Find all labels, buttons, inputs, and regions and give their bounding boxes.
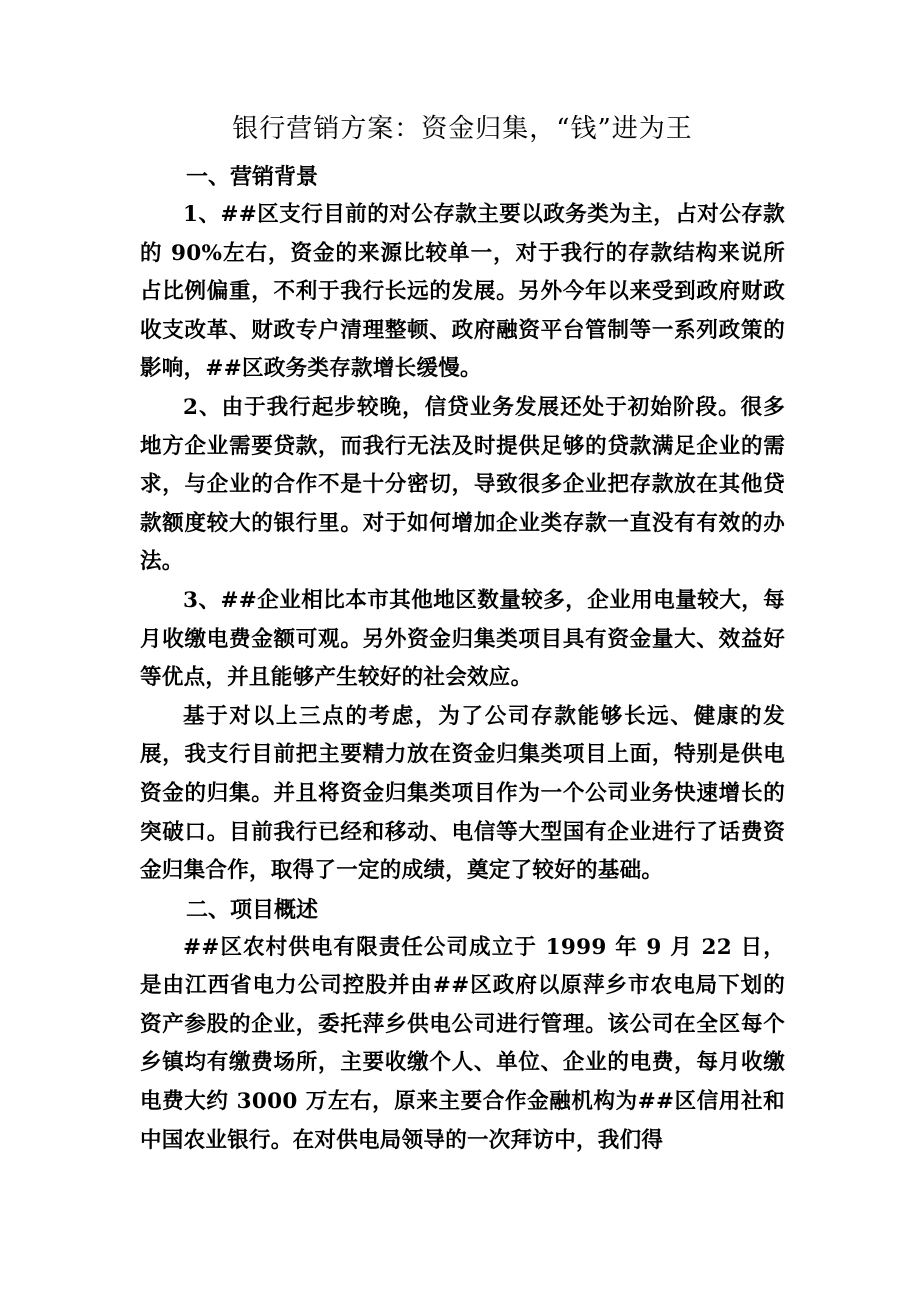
paragraph: 1、##区支行目前的对公存款主要以政务类为主，占对公存款的 90%左右，资金的来源比较单一，对于我行的存款结构来说所占比例偏重，不利于我行长远的发展。另外今年以来受到政府财政收支改革、财政专户清理整顿、政府融资平台管制等一系列政策的影响，##区政务类存款增长缓慢。 — [140, 202, 785, 382]
paragraph: 3、##企业相比本市其他地区数量较多，企业用电量较大，每月收缴电费金额可观。另外资金归集类项目具有资金量大、效益好等优点，并且能够产生较好的社会效应。 — [140, 587, 785, 691]
document-title: 银行营销方案：资金归集，“钱”进为王 — [232, 114, 693, 144]
document-body — [140, 112, 785, 1160]
section-heading-background: 一、营销背景 — [186, 164, 319, 190]
paragraph: 2、由于我行起步较晚，信贷业务发展还处于初始阶段。很多地方企业需要贷款，而我行无法及时提供足够的贷款满足企业的需求，与企业的合作不是十分密切，导致很多企业把存款放在其他贷款额度较大的银行里。对于如何增加企业类存款一直没有有效的办法。 — [140, 394, 785, 575]
section-heading-overview: 二、项目概述 — [186, 896, 319, 923]
paragraph: 基于对以上三点的考虑，为了公司存款能够长远、健康的发展，我支行目前把主要精力放在资金归集类项目上面，特别是供电资金的归集。并且将资金归集类项目作为一个公司业务快速增长的突破口。目前我行已经和移动、电信等大型国有企业进行了话费资金归集合作，取得了一定的成绩，奠定了较好的基础。 — [140, 703, 785, 884]
paragraph: ##区农村供电有限责任公司成立于 1999 年 9 月 22 日，是由江西省电力公司控股并由##区政府以原萍乡市农电局下划的资产参股的企业，委托萍乡供电公司进行管理。该公司在全区每个乡镇均有缴费场所，主要收缴个人、单位、企业的电费，每月收缴电费大约 3000 万左右，原来主要合作金融机构为##区信用社和中国农业银行。在对供电局领导的一次拜访中，我们得 — [140, 934, 785, 1153]
